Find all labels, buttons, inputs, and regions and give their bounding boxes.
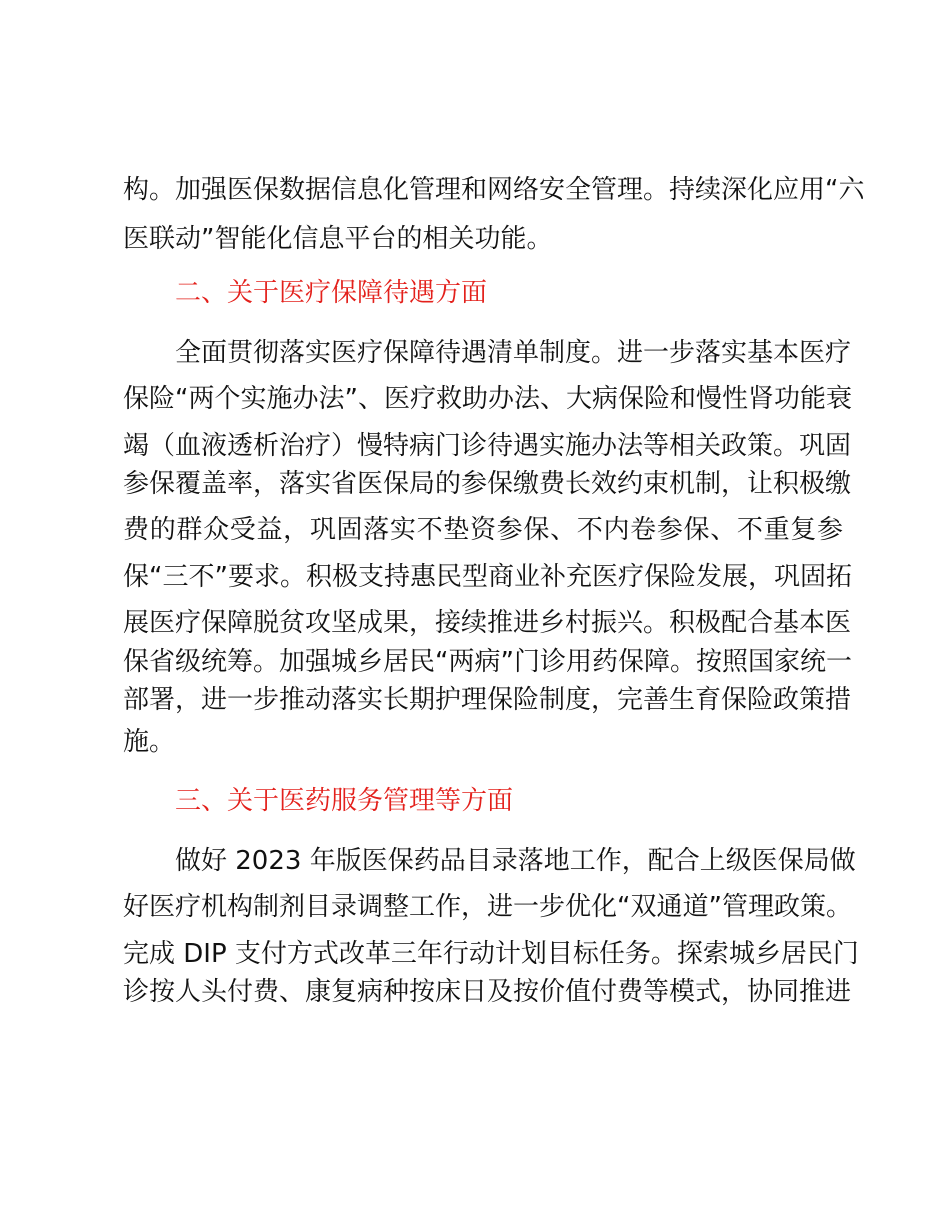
paragraph-line: 部署，进一步推动落实长期护理保险制度，完善生育保险政策措 bbox=[123, 685, 852, 715]
paragraph-line: 费的群众受益，巩固落实不垫资参保、不内卷参保、不重复参 bbox=[123, 515, 843, 545]
paragraph-line: 医联动”智能化信息平台的相关功能。 bbox=[123, 224, 553, 254]
section-heading: 二、关于医疗保障待遇方面 bbox=[175, 278, 488, 308]
paragraph-line: 做好 2023 年版医保药品目录落地工作，配合上级医保局做 bbox=[175, 846, 856, 876]
paragraph-line: 竭（血液透析治疗）慢特病门诊待遇实施办法等相关政策。巩固 bbox=[123, 431, 852, 461]
section-heading: 三、关于医药服务管理等方面 bbox=[175, 786, 514, 816]
paragraph-line: 施。 bbox=[123, 727, 176, 757]
paragraph-line: 诊按人头付费、康复病种按床日及按价值付费等模式，协同推进 bbox=[123, 977, 852, 1007]
paragraph-line: 好医疗机构制剂目录调整工作，进一步优化“双通道”管理政策。 bbox=[123, 892, 852, 922]
paragraph-line: 保“三不”要求。积极支持惠民型商业补充医疗保险发展，巩固拓 bbox=[123, 562, 852, 592]
paragraph-line: 保险“两个实施办法”、医疗救助办法、大病保险和慢性肾功能衰 bbox=[123, 384, 852, 414]
paragraph-line: 完成 DIP 支付方式改革三年行动计划目标任务。探索城乡居民门 bbox=[123, 939, 859, 969]
paragraph-line: 保省级统筹。加强城乡居民“两病”门诊用药保障。按照国家统一 bbox=[123, 647, 852, 677]
paragraph-line: 构。加强医保数据信息化管理和网络安全管理。持续深化应用“六 bbox=[123, 175, 865, 205]
paragraph-line: 参保覆盖率，落实省医保局的参保缴费长效约束机制，让积极缴 bbox=[123, 469, 852, 499]
paragraph-line: 展医疗保障脱贫攻坚成果，接续推进乡村振兴。积极配合基本医 bbox=[123, 608, 852, 638]
paragraph-line: 全面贯彻落实医疗保障待遇清单制度。进一步落实基本医疗 bbox=[175, 338, 852, 368]
